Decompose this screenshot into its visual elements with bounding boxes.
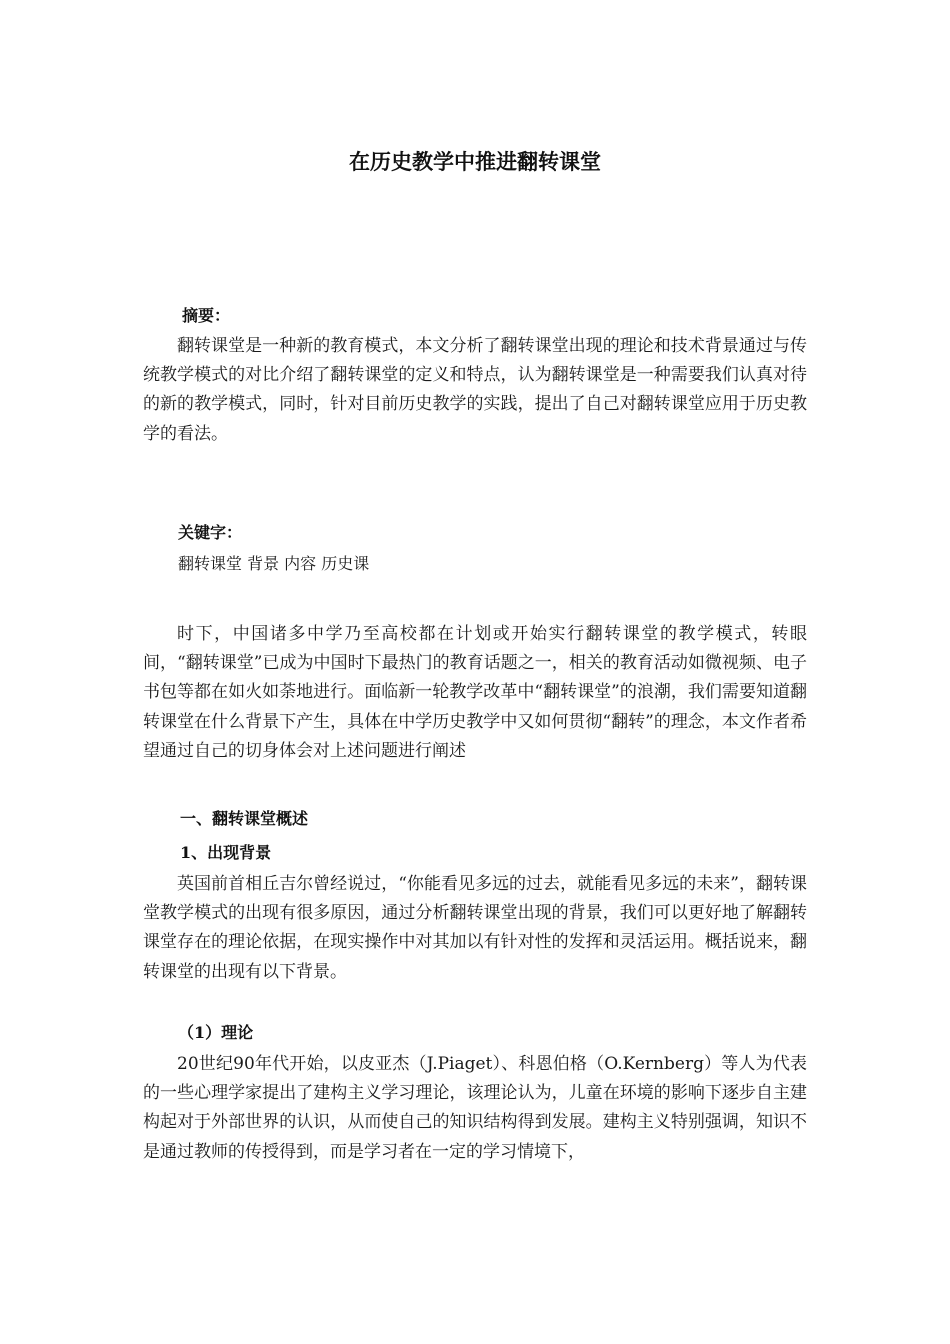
subsection-heading-theory: （1）理论 — [178, 1023, 254, 1042]
document-title: 在历史教学中推进翻转课堂 — [349, 150, 601, 174]
theory-paragraph: 20世纪90年代开始，以皮亚杰（J.Piaget）、科恩伯格（O.Kernberg）等人为代表的一些心理学家提出了建构主义学习理论，该理论认为，儿童在环境的影响下逐步自主建构起对于外部世界的认识，从而使自己的知识结构得到发展。建构主义特别强调，知识不是通过教师的传授得到，而是学习者在一定的学习情境下， — [143, 1054, 807, 1162]
subsection-heading-background: 1、出现背景 — [180, 843, 272, 862]
abstract-label: 摘要： — [182, 306, 231, 325]
keywords-list: 翻转课堂 背景 内容 历史课 — [178, 554, 370, 573]
keywords-label: 关键字： — [178, 523, 243, 542]
background-paragraph: 英国前首相丘吉尔曾经说过，“你能看见多远的过去，就能看见多远的未来”，翻转课堂教学模式的出现有很多原因，通过分析翻转课堂出现的背景，我们可以更好地了解翻转课堂存在的理论依据，在现实操作中对其加以有针对性的发挥和灵活运用。概括说来，翻转课堂的出现有以下背景。 — [143, 874, 807, 982]
section-heading-overview: 一、翻转课堂概述 — [180, 809, 309, 828]
abstract-paragraph: 翻转课堂是一种新的教育模式，本文分析了翻转课堂出现的理论和技术背景通过与传统教学模式的对比介绍了翻转课堂的定义和特点，认为翻转课堂是一种需要我们认真对待的新的教学模式，同时，针对目前历史教学的实践，提出了自己对翻转课堂应用于历史教学的看法。 — [143, 336, 807, 444]
intro-paragraph: 时下，中国诸多中学乃至高校都在计划或开始实行翻转课堂的教学模式，转眼间，“翻转课堂”已成为中国时下最热门的教育话题之一，相关的教育活动如微视频、电子书包等都在如火如荼地进行。面临新一轮教学改革中“翻转课堂”的浪潮，我们需要知道翻转课堂在什么背景下产生，具体在中学历史教学中又如何贯彻“翻转”的理念，本文作者希望通过自己的切身体会对上述问题进行阐述 — [143, 624, 807, 761]
